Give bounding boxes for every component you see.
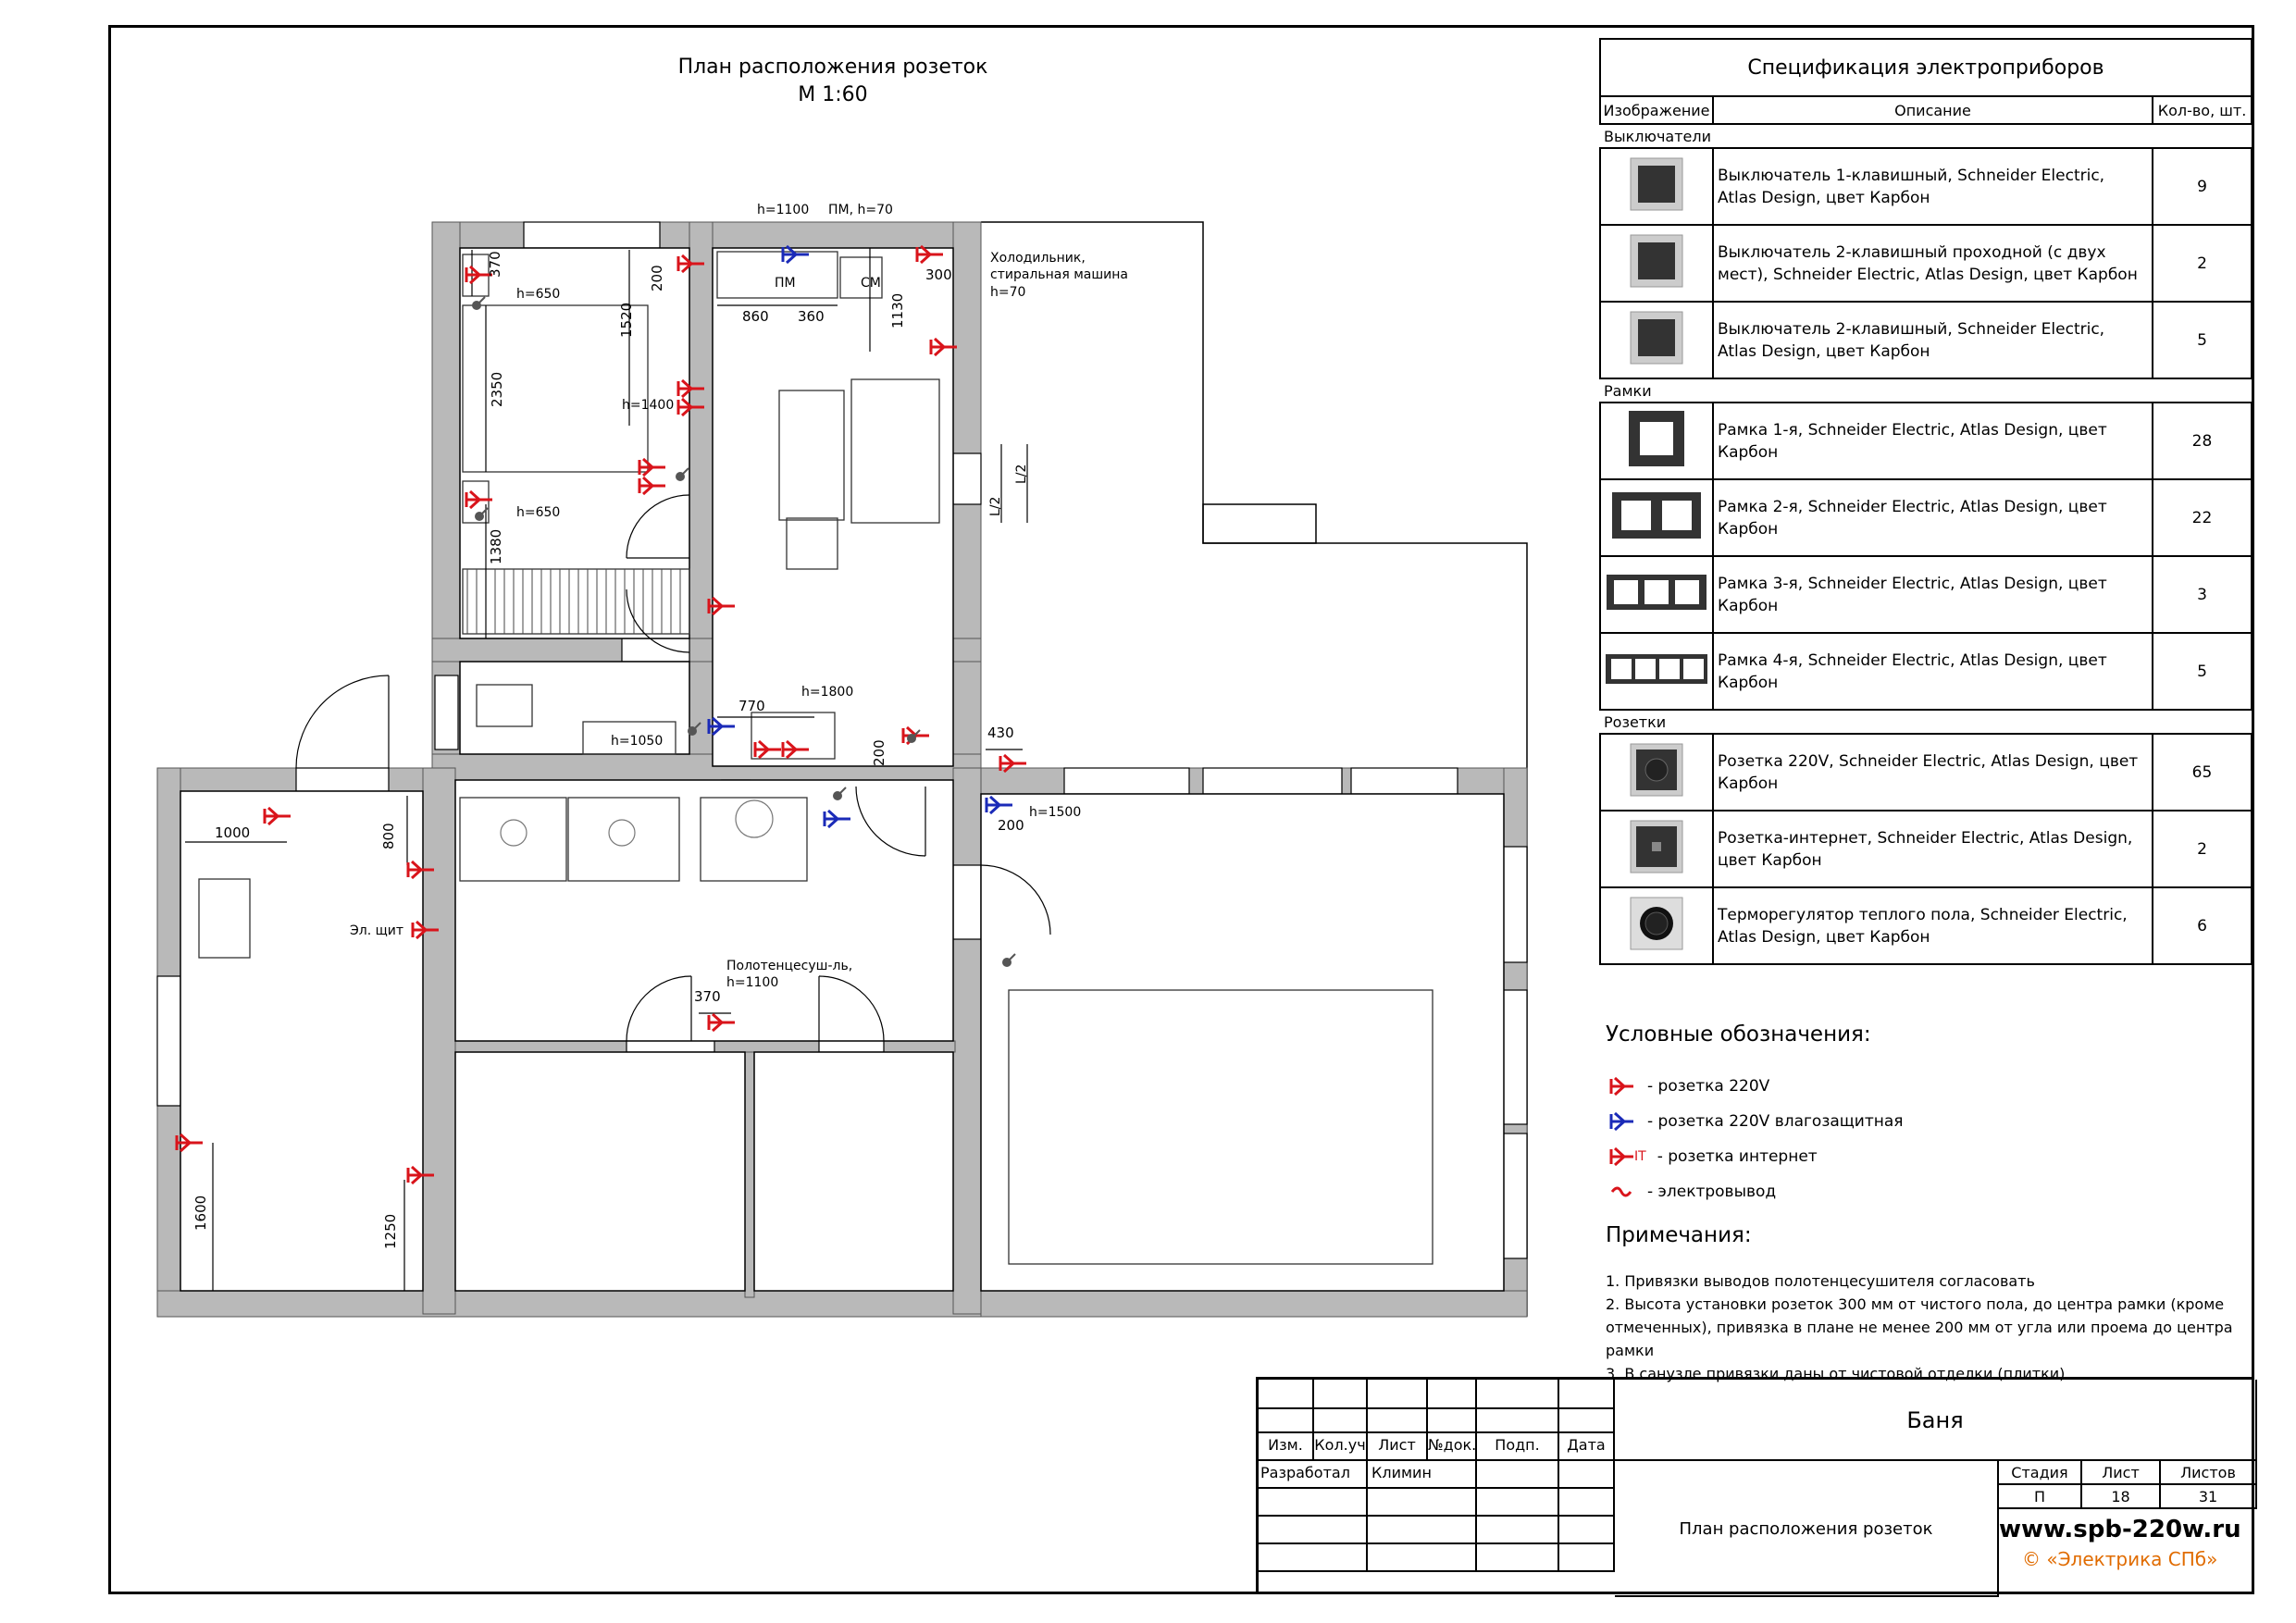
note-item: 2. Высота установки розеток 300 мм от чистого пола, до центра рамки (кроме отмеченных), привязка в плане не менее 200 мм от угла или проема до центра рамки bbox=[1606, 1295, 2233, 1359]
stamp-cell bbox=[1368, 1409, 1428, 1433]
switch3-image bbox=[1600, 302, 1713, 378]
notes-title: Примечания: bbox=[1606, 1223, 1752, 1247]
dim-2350: 2350 bbox=[489, 371, 505, 407]
spec-qty: 9 bbox=[2153, 148, 2252, 225]
dim-370b: 370 bbox=[694, 988, 721, 1005]
dim-360: 360 bbox=[798, 308, 825, 325]
spec-qty: 3 bbox=[2153, 556, 2252, 633]
stamp-cell bbox=[1559, 1380, 1615, 1409]
legend-text: - розетка 220V влагозащитная bbox=[1647, 1112, 1904, 1131]
spec-desc: Выключатель 2-клавишный проходной (с двух мест), Schneider Electric, Atlas Design, цвет Карбон bbox=[1713, 225, 2153, 302]
stamp-sheet-title: План расположения розеток bbox=[1615, 1461, 1999, 1597]
stamp-col-kol: Кол.уч bbox=[1314, 1433, 1368, 1461]
annot-h1050: h=1050 bbox=[611, 734, 664, 749]
stamp-cell bbox=[1314, 1409, 1368, 1433]
dim-200b: 200 bbox=[871, 739, 887, 766]
stamp-cell bbox=[1259, 1517, 1368, 1544]
dim-200a: 200 bbox=[649, 265, 665, 291]
stamp-sheets: 31 bbox=[2161, 1485, 2257, 1509]
spec-qty: 6 bbox=[2153, 887, 2252, 964]
dim-200c: 200 bbox=[998, 817, 1024, 834]
annot-pm-h70: ПМ, h=70 bbox=[828, 203, 893, 217]
step bbox=[1203, 504, 1316, 543]
dim-800: 800 bbox=[380, 823, 397, 849]
legend-item-outlet bbox=[1608, 1181, 1776, 1203]
legend-item-socket-waterproof bbox=[1608, 1110, 1904, 1133]
stamp-cell bbox=[1428, 1409, 1477, 1433]
switch2-image bbox=[1600, 225, 1713, 302]
legend-text: - розетка интернет bbox=[1657, 1147, 1818, 1166]
thermostat-image bbox=[1600, 887, 1713, 964]
spec-section-switches: Выключатели bbox=[1604, 127, 1712, 145]
stamp-author: Климин bbox=[1368, 1461, 1477, 1489]
stamp-cell bbox=[1259, 1489, 1368, 1517]
stamp-cell bbox=[1314, 1380, 1368, 1409]
annot-h1400: h=1400 bbox=[622, 398, 675, 413]
spec-table bbox=[1599, 38, 2254, 965]
spec-qty: 2 bbox=[2153, 225, 2252, 302]
stamp-cell bbox=[1477, 1544, 1559, 1572]
spec-header-image: Изображение bbox=[1600, 96, 1713, 124]
socket-red-icon bbox=[1608, 1075, 1636, 1097]
stamp-cell bbox=[1368, 1517, 1477, 1544]
site-url: www.spb-220w.ru bbox=[1999, 1516, 2241, 1543]
internet-socket-image bbox=[1600, 811, 1713, 887]
legend-text: - электровывод bbox=[1647, 1183, 1777, 1201]
dim-300: 300 bbox=[925, 266, 952, 283]
annot-h1500: h=1500 bbox=[1029, 805, 1082, 820]
stamp-project: Баня bbox=[1615, 1380, 2257, 1461]
spec-title: Спецификация электроприборов bbox=[1600, 39, 2252, 96]
dim-370: 370 bbox=[487, 251, 503, 278]
stamp-cell bbox=[1259, 1544, 1368, 1572]
stamp-col-podp: Подп. bbox=[1477, 1433, 1559, 1461]
stamp-stage-header: Стадия bbox=[1999, 1461, 2082, 1485]
annot-l2a: L/2 bbox=[988, 496, 1003, 516]
plan-scale: М 1:60 bbox=[798, 83, 868, 106]
stamp-cell bbox=[1259, 1380, 1314, 1409]
notes-list bbox=[1606, 1270, 2253, 1385]
note-item: 1. Привязки выводов полотенцесушителя согласовать bbox=[1606, 1272, 2035, 1290]
stamp-cell bbox=[1368, 1544, 1477, 1572]
stamp-col-list: Лист bbox=[1368, 1433, 1428, 1461]
wire-outlet-icon bbox=[1608, 1181, 1636, 1203]
spec-desc: Рамка 4-я, Schneider Electric, Atlas Design, цвет Карбон bbox=[1713, 633, 2153, 710]
annot-shield: Эл. щит bbox=[350, 923, 404, 938]
annot-fridge3: h=70 bbox=[990, 285, 1026, 300]
socket-internet-icon bbox=[1608, 1146, 1636, 1168]
spec-header-desc: Описание bbox=[1713, 96, 2153, 124]
annot-h650b: h=650 bbox=[516, 505, 561, 520]
spec-header-qty: Кол-во, шт. bbox=[2153, 96, 2252, 124]
stamp-cell bbox=[1559, 1489, 1615, 1517]
spec-qty: 22 bbox=[2153, 479, 2252, 556]
annot-l2b: L/2 bbox=[1014, 464, 1029, 484]
legend-title: Условные обозначения: bbox=[1606, 1022, 1871, 1047]
stamp-cell bbox=[1477, 1380, 1559, 1409]
annot-h1100: h=1100 bbox=[757, 203, 810, 217]
stamp-cell bbox=[1559, 1461, 1615, 1489]
annot-towel-h: h=1100 bbox=[726, 975, 779, 990]
spec-desc: Рамка 2-я, Schneider Electric, Atlas Design, цвет Карбон bbox=[1713, 479, 2153, 556]
stamp-developed: Разработал bbox=[1259, 1461, 1368, 1489]
spec-desc: Рамка 3-я, Schneider Electric, Atlas Design, цвет Карбон bbox=[1713, 556, 2153, 633]
annot-towel: Полотенцесуш-ль, bbox=[726, 959, 853, 973]
dim-1520: 1520 bbox=[618, 302, 635, 338]
legend-it-mark: IT bbox=[1634, 1149, 1646, 1164]
stamp-sheets-header: Листов bbox=[2161, 1461, 2257, 1485]
stamp-cell bbox=[1477, 1409, 1559, 1433]
stamp-cell bbox=[1477, 1517, 1559, 1544]
dim-770: 770 bbox=[738, 698, 765, 714]
stamp-cell bbox=[1428, 1380, 1477, 1409]
stamp-sheet: 18 bbox=[2082, 1485, 2161, 1509]
stamp-cell bbox=[1559, 1517, 1615, 1544]
spec-desc: Выключатель 2-клавишный, Schneider Electric, Atlas Design, цвет Карбон bbox=[1713, 302, 2153, 378]
frame3-image bbox=[1600, 556, 1713, 633]
stamp-col-izm: Изм. bbox=[1259, 1433, 1314, 1461]
annot-fridge2: стиральная машина bbox=[990, 267, 1129, 282]
spec-section-frames: Рамки bbox=[1604, 381, 1652, 400]
stamp-cell bbox=[1259, 1409, 1314, 1433]
plan-title-text: План расположения розеток bbox=[677, 56, 988, 79]
switch1-image bbox=[1600, 148, 1713, 225]
legend-item-socket bbox=[1608, 1075, 1769, 1097]
annot-fridge: Холодильник, bbox=[990, 251, 1086, 266]
frame4-image bbox=[1600, 633, 1713, 710]
spec-qty: 2 bbox=[2153, 811, 2252, 887]
frame2-image bbox=[1600, 479, 1713, 556]
spec-qty: 5 bbox=[2153, 302, 2252, 378]
stamp-cell bbox=[1368, 1380, 1428, 1409]
stamp-sheet-header: Лист bbox=[2082, 1461, 2161, 1485]
spec-section-sockets: Розетки bbox=[1604, 712, 1667, 731]
stamp-stage: П bbox=[1999, 1485, 2082, 1509]
dim-1380: 1380 bbox=[488, 528, 504, 564]
dim-860: 860 bbox=[742, 308, 769, 325]
legend-item-internet bbox=[1608, 1146, 1818, 1168]
copyright: © «Электрика СПб» bbox=[2022, 1548, 2218, 1570]
socket-blue-icon bbox=[1608, 1110, 1636, 1133]
spec-desc: Выключатель 1-клавишный, Schneider Electric, Atlas Design, цвет Карбон bbox=[1713, 148, 2153, 225]
stamp-cell bbox=[1477, 1489, 1559, 1517]
spec-qty: 5 bbox=[2153, 633, 2252, 710]
spec-desc: Рамка 1-я, Schneider Electric, Atlas Design, цвет Карбон bbox=[1713, 403, 2153, 479]
stamp-cell bbox=[1559, 1544, 1615, 1572]
annot-h1800: h=1800 bbox=[801, 685, 854, 700]
stamp-cell bbox=[1477, 1461, 1559, 1489]
dim-1250: 1250 bbox=[382, 1213, 399, 1249]
note-item: 3. В санузле привязки даны от чистовой отделки (плитки) bbox=[1606, 1365, 2066, 1382]
spec-qty: 28 bbox=[2153, 403, 2252, 479]
stamp-cell bbox=[1368, 1489, 1477, 1517]
stamp-col-data: Дата bbox=[1559, 1433, 1615, 1461]
dim-1000: 1000 bbox=[215, 824, 251, 841]
annot-pm: ПМ bbox=[775, 276, 796, 291]
socket-image bbox=[1600, 734, 1713, 811]
spec-desc: Розетка 220V, Schneider Electric, Atlas Design, цвет Карбон bbox=[1713, 734, 2153, 811]
spec-desc: Терморегулятор теплого пола, Schneider Electric, Atlas Design, цвет Карбон bbox=[1713, 887, 2153, 964]
spec-qty: 65 bbox=[2153, 734, 2252, 811]
frame1-image bbox=[1600, 403, 1713, 479]
dim-1600: 1600 bbox=[192, 1195, 209, 1231]
annot-sm: СМ bbox=[861, 276, 881, 291]
dim-430: 430 bbox=[987, 725, 1014, 741]
legend-text: - розетка 220V bbox=[1647, 1077, 1770, 1096]
spec-desc: Розетка-интернет, Schneider Electric, Atlas Design, цвет Карбон bbox=[1713, 811, 2153, 887]
annot-h650a: h=650 bbox=[516, 287, 561, 302]
stamp-col-doc: №док. bbox=[1428, 1433, 1477, 1461]
stamp-cell bbox=[1559, 1409, 1615, 1433]
dim-1130: 1130 bbox=[889, 292, 906, 328]
